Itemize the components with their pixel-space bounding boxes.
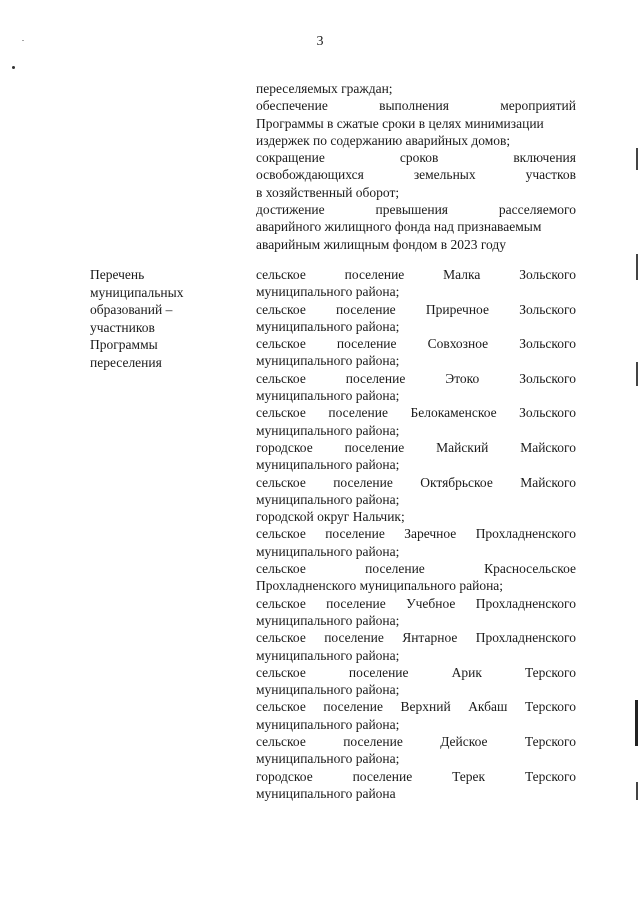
text-fragment: Совхозное: [427, 336, 489, 352]
text-fragment: Белокаменское: [410, 405, 497, 421]
text-fragment: муниципального района;: [256, 388, 400, 404]
text-fragment: муниципального района;: [256, 682, 400, 698]
text-fragment: поселение: [323, 699, 383, 715]
text-fragment: поселение: [324, 630, 384, 646]
municipality-line: [256, 733, 576, 750]
text-fragment: Прохладненского: [475, 630, 576, 646]
text-fragment: поселение: [333, 474, 393, 490]
text-fragment: сельское: [256, 526, 306, 542]
municipality-line: [256, 266, 576, 283]
text-fragment: муниципального района;: [256, 353, 400, 369]
text-fragment: издержек по содержанию аварийных домов;: [256, 132, 511, 148]
text-fragment: обеспечение: [256, 98, 328, 114]
text-fragment: аварийным жилищным фондом в 2023 году: [256, 236, 507, 252]
text-fragment: Майский: [436, 439, 489, 455]
text-fragment: Приречное: [425, 301, 489, 317]
text-fragment: муниципального района;: [256, 612, 400, 628]
text-fragment: Зольского: [519, 370, 576, 386]
text-fragment: муниципального района;: [256, 318, 400, 334]
municipality-line: [256, 508, 576, 525]
text-fragment: Терского: [524, 734, 576, 750]
scan-edge-artifact: [635, 700, 638, 746]
municipalities-list: [256, 266, 576, 802]
text-fragment: Программы в сжатые сроки в целях минимизации: [256, 115, 544, 131]
text-fragment: муниципального района;: [256, 543, 400, 559]
municipality-line: [256, 335, 576, 352]
text-fragment: освобождающихся: [256, 167, 364, 183]
text-fragment: включения: [513, 150, 576, 166]
text-fragment: участков: [525, 167, 576, 183]
municipality-line: [256, 612, 576, 629]
municipality-line: [256, 629, 576, 646]
municipality-line: [256, 352, 576, 369]
text-fragment: Янтарное: [402, 630, 458, 646]
municipality-line: [256, 785, 576, 802]
page-number: 3: [316, 34, 324, 49]
text-fragment: Дейское: [440, 734, 488, 750]
text-fragment: поселение: [328, 405, 388, 421]
text-fragment: сельское: [256, 699, 306, 715]
text-fragment: сельское: [256, 474, 306, 490]
text-fragment: Прохладненского: [475, 526, 576, 542]
municipality-line: [256, 647, 576, 664]
municipality-line: [256, 525, 576, 542]
text-line: [256, 218, 576, 235]
text-fragment: сельское: [256, 267, 306, 282]
text-line: [256, 201, 576, 218]
text-fragment: мероприятий: [500, 98, 576, 114]
text-fragment: сельское: [256, 630, 306, 646]
text-line: [256, 97, 576, 114]
scan-edge-artifact: [636, 148, 638, 170]
text-fragment: Зольского: [519, 336, 576, 352]
text-fragment: расселяемого: [498, 202, 576, 218]
text-fragment: Майского: [520, 439, 576, 455]
text-fragment: Заречное: [404, 526, 457, 542]
municipality-line: [256, 595, 576, 612]
section-label: [90, 266, 210, 372]
municipality-line: [256, 560, 576, 577]
text-fragment: превышения: [375, 202, 449, 218]
text-fragment: сельское: [256, 336, 306, 352]
text-fragment: Верхний: [400, 699, 451, 715]
text-line: [256, 149, 576, 166]
label-line: образований –: [90, 302, 173, 318]
municipality-line: [256, 404, 576, 421]
text-fragment: городское: [256, 768, 313, 784]
text-fragment: Красносельское: [484, 561, 576, 577]
text-line: [256, 184, 576, 201]
municipality-line: [256, 664, 576, 681]
municipality-line: [256, 301, 576, 318]
municipality-line: [256, 474, 576, 491]
municipality-line: [256, 768, 576, 785]
text-fragment: муниципального района;: [256, 422, 400, 438]
text-fragment: муниципального района;: [256, 457, 400, 473]
text-fragment: муниципального района;: [256, 716, 400, 732]
text-fragment: сельское: [256, 734, 306, 750]
text-fragment: Терек: [452, 768, 486, 784]
text-fragment: Терского: [524, 664, 576, 680]
text-fragment: сельское: [256, 595, 306, 611]
text-fragment: муниципального района;: [256, 647, 400, 663]
label-line: переселения: [90, 354, 162, 370]
municipality-line: [256, 318, 576, 335]
scan-artifact: [22, 40, 24, 41]
text-fragment: поселение: [352, 768, 413, 784]
text-fragment: Майского: [520, 474, 576, 490]
text-fragment: аварийного жилищного фонда над признаваемым: [256, 219, 542, 235]
text-line: [256, 166, 576, 183]
text-fragment: поселение: [344, 267, 405, 282]
text-fragment: поселение: [336, 301, 396, 317]
text-fragment: сроков: [399, 150, 439, 166]
municipality-line: [256, 439, 576, 456]
text-fragment: выполнения: [379, 98, 449, 114]
scan-edge-artifact: [636, 362, 638, 386]
text-fragment: поселение: [326, 595, 386, 611]
text-fragment: поселение: [348, 664, 409, 680]
text-line: [256, 236, 576, 253]
text-fragment: сельское: [256, 664, 306, 680]
text-fragment: Акбаш: [468, 699, 508, 715]
scan-edge-artifact: [636, 254, 638, 280]
text-fragment: муниципального района: [256, 785, 396, 801]
text-fragment: поселение: [344, 439, 405, 455]
municipality-line: [256, 283, 576, 300]
text-fragment: муниципального района;: [256, 751, 400, 767]
text-fragment: сокращение: [256, 150, 325, 166]
scan-artifact: [12, 66, 15, 69]
text-line: [256, 115, 576, 132]
program-goals-text: [256, 80, 576, 253]
municipality-line: [256, 716, 576, 733]
text-fragment: достижение: [256, 202, 325, 218]
municipality-line: [256, 422, 576, 439]
text-fragment: муниципального района;: [256, 491, 400, 507]
text-fragment: поселение: [365, 561, 425, 577]
text-fragment: Прохладненского муниципального района;: [256, 578, 504, 594]
text-fragment: поселение: [325, 526, 385, 542]
municipality-line: [256, 543, 576, 560]
text-fragment: Арик: [451, 664, 482, 680]
text-fragment: Малка: [443, 267, 481, 282]
text-fragment: сельское: [256, 405, 306, 421]
municipality-line: [256, 491, 576, 508]
municipality-line: [256, 577, 576, 594]
text-fragment: городской округ Нальчик;: [256, 509, 405, 525]
municipality-line: [256, 370, 576, 387]
text-fragment: в хозяйственный оборот;: [256, 184, 400, 200]
text-fragment: Этоко: [445, 370, 480, 386]
scan-edge-artifact: [636, 782, 638, 800]
text-line: [256, 80, 576, 97]
text-fragment: сельское: [256, 561, 306, 577]
text-fragment: переселяемых граждан;: [256, 81, 393, 96]
municipality-line: [256, 698, 576, 715]
label-line: Перечень: [90, 267, 145, 282]
text-fragment: сельское: [256, 370, 306, 386]
text-fragment: поселение: [343, 734, 403, 750]
municipality-line: [256, 681, 576, 698]
text-line: [256, 132, 576, 149]
text-fragment: поселение: [345, 370, 406, 386]
text-fragment: муниципального района;: [256, 284, 400, 300]
text-fragment: земельных: [413, 167, 476, 183]
text-fragment: Терского: [524, 699, 576, 715]
text-fragment: Прохладненского: [475, 595, 576, 611]
label-line: Программы: [90, 337, 158, 353]
text-fragment: городское: [256, 439, 313, 455]
text-fragment: Зольского: [519, 301, 576, 317]
text-fragment: Учебное: [406, 595, 456, 611]
text-fragment: Зольского: [519, 267, 576, 282]
text-fragment: Терского: [524, 768, 576, 784]
text-fragment: поселение: [336, 336, 397, 352]
text-fragment: сельское: [256, 301, 306, 317]
text-fragment: Зольского: [519, 405, 576, 421]
municipality-line: [256, 456, 576, 473]
text-fragment: Октябрьское: [420, 474, 493, 490]
municipality-line: [256, 387, 576, 404]
label-line: участников: [90, 319, 155, 335]
municipality-line: [256, 750, 576, 767]
label-line: муниципальных: [90, 284, 184, 300]
